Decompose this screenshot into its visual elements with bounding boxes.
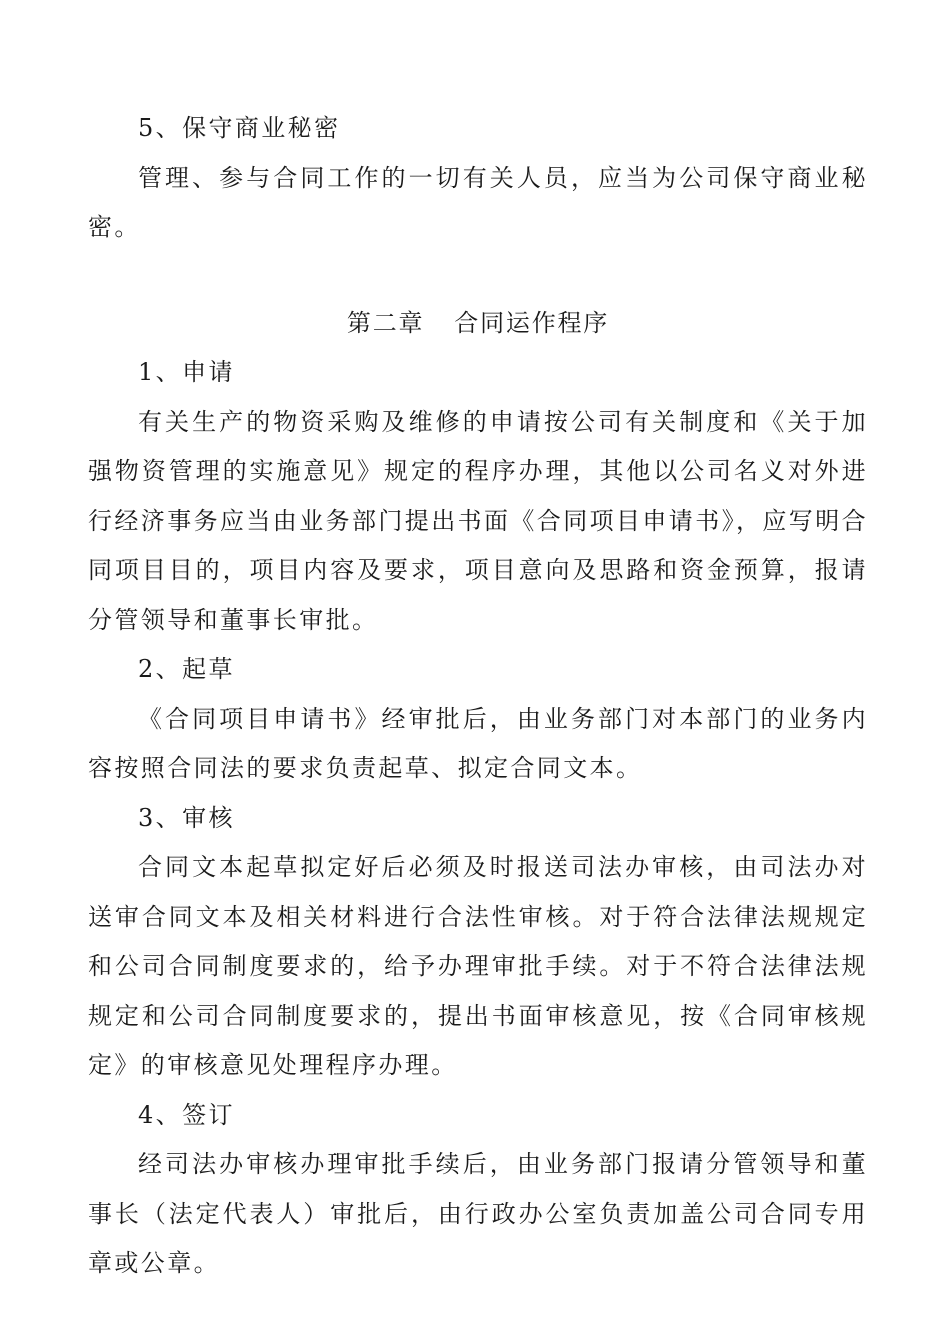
section-heading: 3、审核 <box>138 803 235 832</box>
section-heading: 2、起草 <box>138 655 235 683</box>
document-body <box>88 104 868 1289</box>
body-paragraph: 管理、参与合同工作的一切有关人员，应当为公司保守商业秘密。 <box>88 163 868 241</box>
body-paragraph: 有关生产的物资采购及维修的申请按公司有关制度和《关于加强物资管理的实施意见》规定的程序办理，其他以公司名义对外进行经济事务应当由业务部门提出书面《合同项目申请书》，应写明合同项目目的，项目内容及要求，项目意向及思路和资金预算，报请分管领导和董事长审批。 <box>88 407 868 634</box>
chapter-title <box>88 299 868 349</box>
chapter-number: 第二章 <box>346 308 425 337</box>
section-heading: 5、保守商业秘密 <box>138 114 341 142</box>
body-paragraph: 经司法办审核办理审批手续后，由业务部门报请分管领导和董事长（法定代表人）审批后，由行政办公室负责加盖公司合同专用章或公章。 <box>88 1150 868 1277</box>
section-heading: 1、申请 <box>138 358 235 386</box>
section-heading: 4、签订 <box>138 1100 235 1129</box>
body-paragraph: 《合同项目申请书》经审批后，由业务部门对本部门的业务内容按照合同法的要求负责起草、拟定合同文本。 <box>88 704 868 782</box>
chapter-name: 合同运作程序 <box>454 308 610 337</box>
body-paragraph: 合同文本起草拟定好后必须及时报送司法办审核，由司法办对送审合同文本及相关材料进行合法性审核。对于符合法律法规规定和公司合同制度要求的，给予办理审批手续。对于不符合法律法规规定和公司合同制度要求的，提出书面审核意见，按《合同审核规定》的审核意见处理程序办理。 <box>88 853 868 1079</box>
